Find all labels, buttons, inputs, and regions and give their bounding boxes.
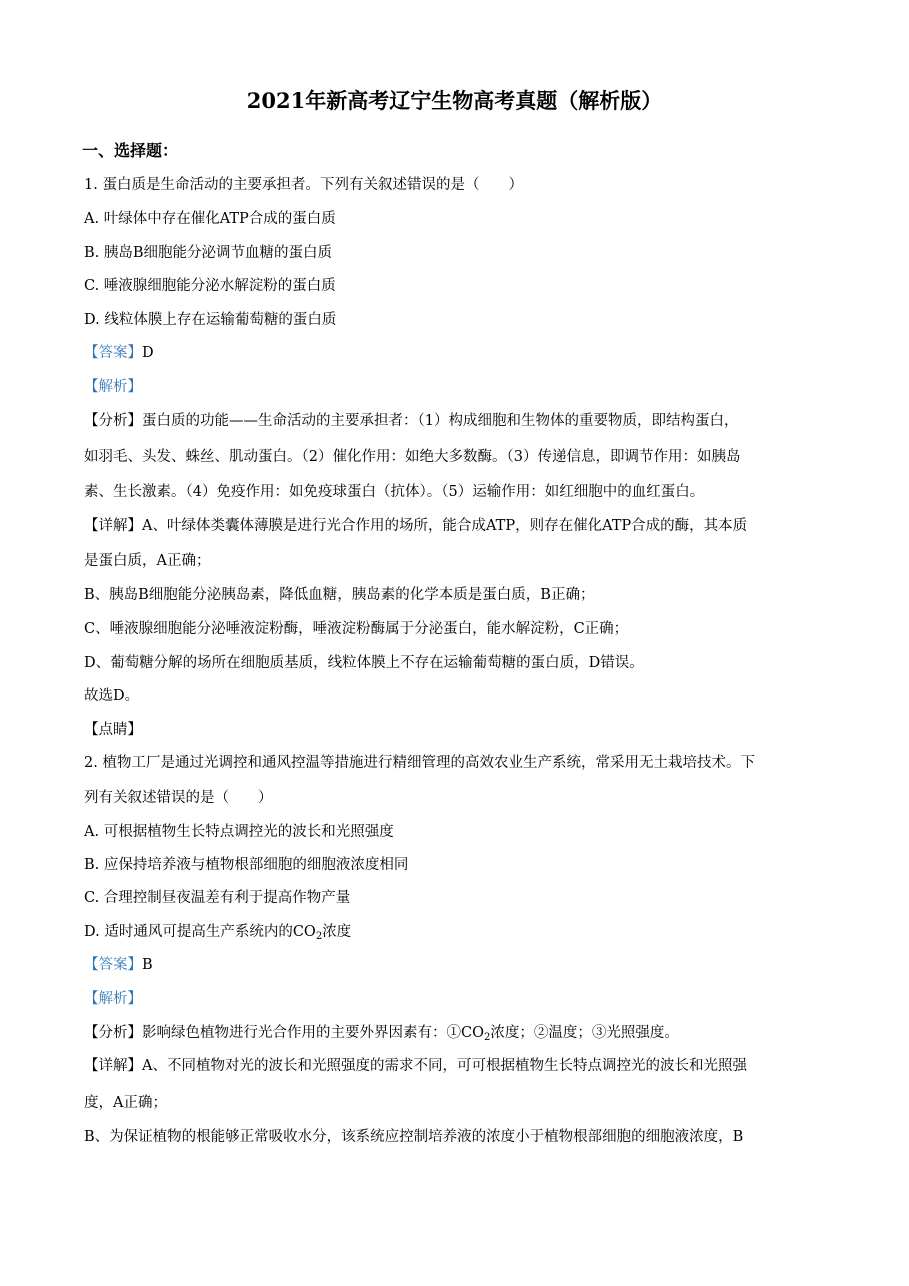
fenxi-text: 蛋白质的功能——生命活动的主要承担者：（1）构成细胞和生物体的重要物质，即结构蛋白， (142, 413, 739, 429)
question-1-detail-line-1 (84, 513, 830, 539)
question-1-detail-line-6: 故选D。 (84, 688, 140, 704)
question-2-stem-line-2: 列有关叙述错误的是（ ） (84, 790, 273, 806)
question-2-analysis-label (84, 986, 830, 1012)
question-1-option-c: C. 唾液腺细胞能分泌水解淀粉的蛋白质 (84, 278, 336, 294)
question-1-detail-line-5: D、葡萄糖分解的场所在细胞质基质，线粒体膜上不存在运输葡萄糖的蛋白质，D错误。 (84, 655, 644, 671)
question-2-option-d: D. 适时通风可提高生产系统内的$CO_2$浓度 (84, 924, 352, 942)
question-1-stem: 1. 蛋白质是生命活动的主要承担者。下列有关叙述错误的是（ ） (84, 177, 523, 193)
question-1-answer (84, 340, 830, 366)
question-1-detail-line-3: B、胰岛B细胞能分泌胰岛素，降低血糖，胰岛素的化学本质是蛋白质，B正确； (84, 587, 595, 603)
question-1-detail-line-4: C、唾液腺细胞能分泌唾液淀粉酶，唾液淀粉酶属于分泌蛋白，能水解淀粉，C正确； (84, 621, 629, 637)
question-2-option-c: C. 合理控制昼夜温差有利于提高作物产量 (84, 890, 351, 906)
answer-label: 【答案】 (84, 345, 142, 361)
dianjing-label: 【点睛】 (84, 722, 142, 738)
subscript: 2 (483, 1032, 491, 1043)
question-2-answer (84, 952, 830, 978)
question-1-fenxi-line-1 (84, 408, 830, 434)
detail-label: 【详解】 (84, 518, 142, 534)
question-1-dianjing (84, 717, 830, 743)
section-heading: 一、选择题： (82, 141, 179, 160)
detail-text: A、叶绿体类囊体薄膜是进行光合作用的场所，能合成ATP，则存在催化ATP合成的酶，其本质 (142, 518, 748, 534)
analysis-label: 【解析】 (84, 991, 142, 1007)
detail-label: 【详解】 (84, 1058, 142, 1074)
analysis-label: 【解析】 (84, 379, 142, 395)
question-2-fenxi: 【分析】影响绿色植物进行光合作用的主要外界因素有：$①CO_2$浓度；②温度；③光照强度。 (84, 1025, 679, 1043)
question-2-option-a: A. 可根据植物生长特点调控光的波长和光照强度 (84, 824, 394, 840)
question-2-stem-line-1: 2. 植物工厂是通过光调控和通风控温等措施进行精细管理的高效农业生产系统，常采用无土栽培技术。下 (84, 755, 755, 771)
question-1-fenxi-line-2: 如羽毛、头发、蛛丝、肌动蛋白。（2）催化作用：如绝大多数酶。（3）传递信息，即调节作用：如胰岛 (84, 449, 741, 465)
page-title: 2021年新高考辽宁生物高考真题（解析版） (246, 88, 663, 113)
answer-label: 【答案】 (84, 957, 142, 973)
subscript: 2 (315, 931, 323, 942)
question-1-analysis-label (84, 374, 830, 400)
question-1-option-d: D. 线粒体膜上存在运输葡萄糖的蛋白质 (84, 312, 337, 328)
fenxi-label: 【分析】 (84, 1025, 142, 1041)
question-1-detail-line-2: 是蛋白质，A正确； (84, 553, 211, 569)
question-1-option-b: B. 胰岛B细胞能分泌调节血糖的蛋白质 (84, 245, 333, 261)
answer-value: B (142, 957, 153, 973)
question-2-detail-line-3: B、为保证植物的根能够正常吸收水分，该系统应控制培养液的浓度小于植物根部细胞的细胞液浓度，B (84, 1129, 744, 1145)
question-1-option-a: A. 叶绿体中存在催化ATP合成的蛋白质 (84, 211, 336, 227)
detail-text: A、不同植物对光的波长和光照强度的需求不同，可可根据植物生长特点调控光的波长和光照强 (142, 1058, 747, 1074)
question-2-detail-line-2: 度，A正确； (84, 1095, 167, 1111)
fenxi-label: 【分析】 (84, 413, 142, 429)
question-1-fenxi-line-3: 素、生长激素。（4）免疫作用：如免疫球蛋白（抗体）。（5）运输作用：如红细胞中的血红蛋白。 (84, 484, 705, 500)
question-2-option-b: B. 应保持培养液与植物根部细胞的细胞液浓度相同 (84, 857, 409, 873)
question-2-detail-line-1 (84, 1053, 830, 1079)
answer-value: D (142, 345, 154, 361)
